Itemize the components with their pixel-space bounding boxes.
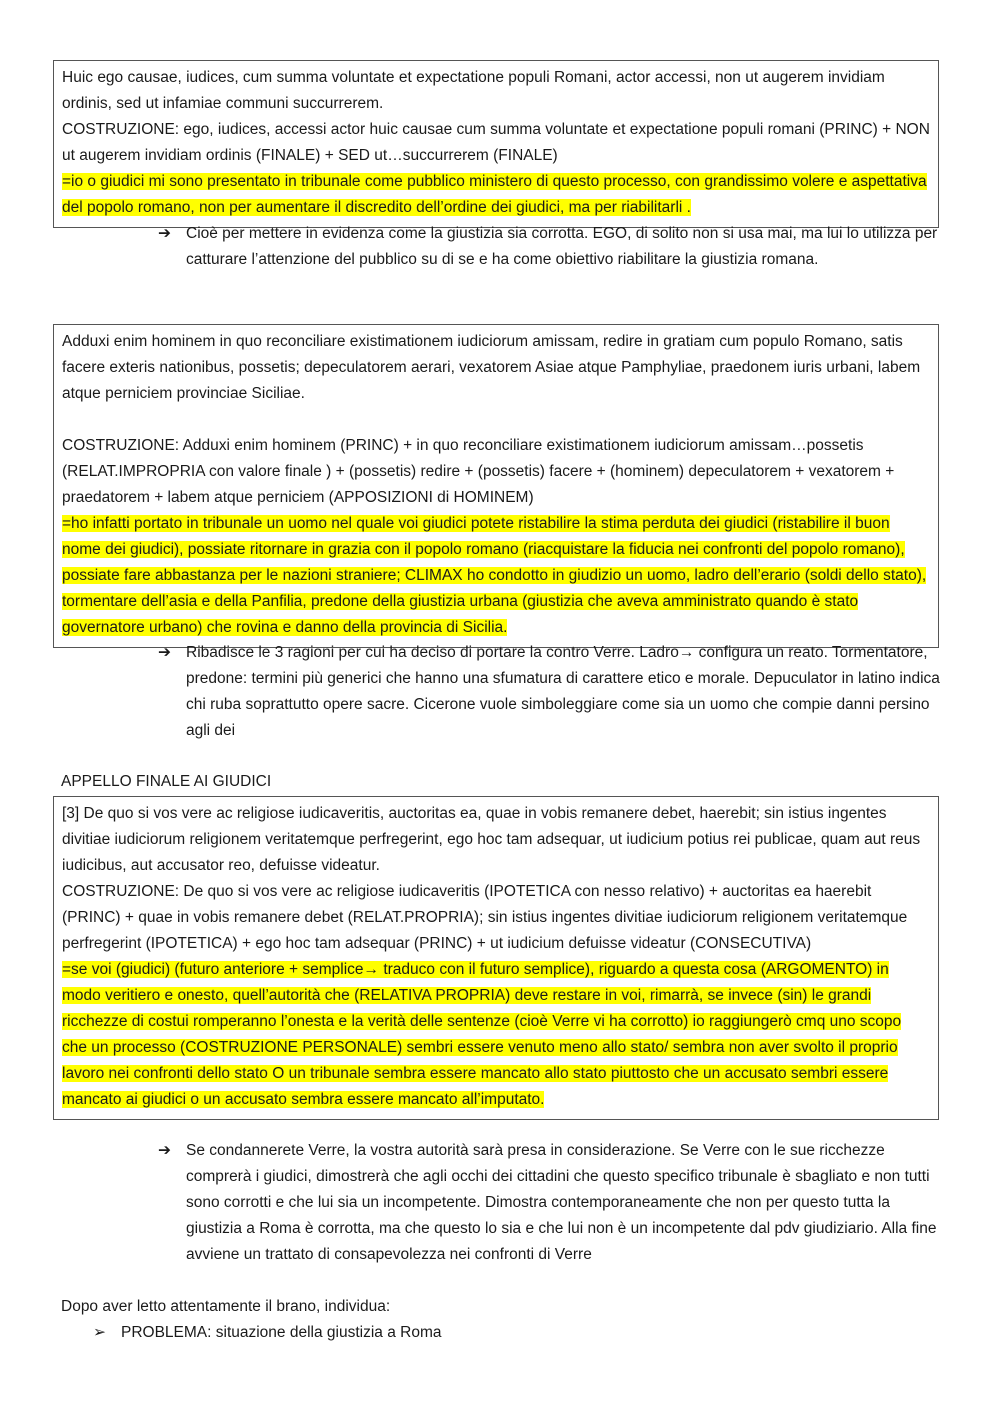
section-2-note-text: Ribadisce le 3 ragioni per cui ha deciso di portare la contro Verre. Ladro→ configura un reato. Tormentatore, predone: termini più generici che hanno una sfumatura di carattere etico e morale. Depuculator in latino indica chi ruba soprattutto opere sacre. Cicerone vuole simboleggiare come sia un uomo che compie danni persino agli dei — [186, 644, 940, 739]
section-1-translation-highlight: =io o giudici mi sono presentato in tribunale come pubblico ministero di questo processo, con grandissimo volere e aspettativa del popolo romano, non per aumentare il discredito dell’ordine dei giudici, ma per riabilitarli . — [62, 173, 927, 216]
section-1-latin-text: Huic ego causae, iudices, cum summa voluntate et expectatione populi Romani, actor accessi, non ut augerem invidiam ordinis, sed ut infamiae communi succurrerem. — [62, 69, 885, 112]
closing-bullet-text: PROBLEMA: situazione della giustizia a Roma — [121, 1324, 442, 1341]
section-1-box — [53, 60, 939, 228]
section-3-translation — [62, 957, 930, 1113]
section-1-note-text: Cioè per mettere in evidenza come la giustizia sia corrotta. EGO, di solito non si usa mai, ma lui lo utilizza per catturare l’attenzione del pubblico su di se e ha come obiettivo riabilitare la giustizia romana. — [186, 225, 938, 268]
section-2-costruzione: COSTRUZIONE: Adduxi enim hominem (PRINC) + in quo reconciliare existimationem iudiciorum amissam…possetis (RELAT.IMPROPRIA con valore finale ) + (possetis) redire + (possetis) facere + (hominem) depeculatorem + vexatorem + praedatorem + labem atque perniciem (APPOSIZIONI di HOMINEM) — [62, 437, 895, 506]
bullet-arrow-icon: ➢ — [93, 1324, 106, 1341]
section-3-costruzione: COSTRUZIONE: De quo si vos vere ac religiose iudicaveritis (IPOTETICA con nesso relativo) + auctoritas ea haerebit (PRINC) + quae in vobis remanere debet (RELAT.PROPRIA); sin istius ingentes divitiae iudiciorum religionem veritatemque perfregerint (IPOTETICA) + ego hoc tam adsequar (PRINC) + ut iudicium defuisse videatur (CONSECUTIVA) — [62, 883, 908, 952]
section-2-note — [158, 640, 948, 744]
section-2-translation-highlight: =ho infatti portato in tribunale un uomo nel quale voi giudici potete ristabilire la stima perduta dei giudici (ristabilire il buon nome dei giudici), possiate ritornare in grazia con il popolo romano (riacquistare la fiducia nei confronti del popolo romano), possiate fare abbastanza per le nazioni straniere; CLIMAX ho condotto in giudizio un uomo, ladro dell’erario (soldi dello stato), tormentare dell’asia e della Panfilia, predone della giustizia urbana (giustizia che aveva amministrato quando è stato governatore urbano) che rovina e danno della provincia di Sicilia. — [62, 515, 927, 636]
section-1-costruzione: COSTRUZIONE: ego, iudices, accessi actor huic causae cum summa voluntate et expectatione populi romani (PRINC) + NON ut augerem invidiam ordinis (FINALE) + SED ut…succurrerem (FINALE) — [62, 121, 930, 164]
closing-bullet-item — [93, 1320, 441, 1346]
section-2-translation — [62, 511, 930, 641]
section-1-translation — [62, 169, 930, 221]
section-3-box — [53, 796, 939, 1120]
arrow-icon: ➔ — [158, 225, 171, 242]
section-3-latin-text: [3] De quo si vos vere ac religiose iudicaveritis, auctoritas ea, quae in vobis remanere debet, haerebit; sin istius ingentes divitiae iudiciorum religionem veritatemque perfregerint, ego hoc tam adsequar, ut iudicium potius rei publicae, quam aut reus iudicibus, aut accusator reo, defuisse videatur. — [62, 805, 921, 874]
arrow-icon: ➔ — [158, 1142, 171, 1159]
section-2-latin-text: Adduxi enim hominem in quo reconciliare existimationem iudiciorum amissam, redire in gratiam cum populo Romano, satis facere exteris nationibus, possetis; depeculatorem aerari, vexatorem Asiae atque Pamphyliae, praedonem iuris urbani, labem atque perniciem provinciae Siciliae. — [62, 333, 921, 402]
appello-heading: APPELLO FINALE AI GIUDICI — [61, 773, 272, 790]
section-1-note — [158, 221, 948, 273]
section-2-box — [53, 324, 939, 648]
section-3-note — [158, 1138, 948, 1268]
section-3-note-text: Se condannerete Verre, la vostra autorità sarà presa in considerazione. Se Verre con le sue ricchezze comprerà i giudici, dimostrerà che agli occhi dei cittadini che questo specifico tribunale è sbagliato e non tutti sono corrotti e che lui sia un incompetente. Dimostra contemporaneamente che non per questo tutta la giustizia a Roma è corrotta, ma che questo lo sia e che lui non è un incompetente dal pdv giudiziario. Alla fine avviene un trattato di consapevolezza nei confronti di Verre — [186, 1142, 937, 1263]
section-3-translation-highlight: =se voi (giudici) (futuro anteriore + semplice→ traduco con il futuro semplice), riguardo a questa cosa (ARGOMENTO) in modo veritiero e onesto, quell’autorità che (RELATIVA PROPRIA) deve restare in voi, rimarrà, se invece (sin) le grandi ricchezze di costui romperanno l’onesta e la verità delle sentenze (cioè Verre vi ha corrotto) io raggiungerò cmq uno scopo che un processo (COSTRUZIONE PERSONALE) sembri essere venuto meno allo stato/ sembra non aver svolto il proprio lavoro nei confronti dello stato O un tribunale sembra essere mancato allo stato piuttosto che un accusato sembri essere mancato ai giudici o un accusato sembra essere mancato all’imputato. — [62, 961, 902, 1108]
arrow-icon: ➔ — [158, 644, 171, 661]
closing-intro: Dopo aver letto attentamente il brano, individua: — [61, 1298, 391, 1315]
